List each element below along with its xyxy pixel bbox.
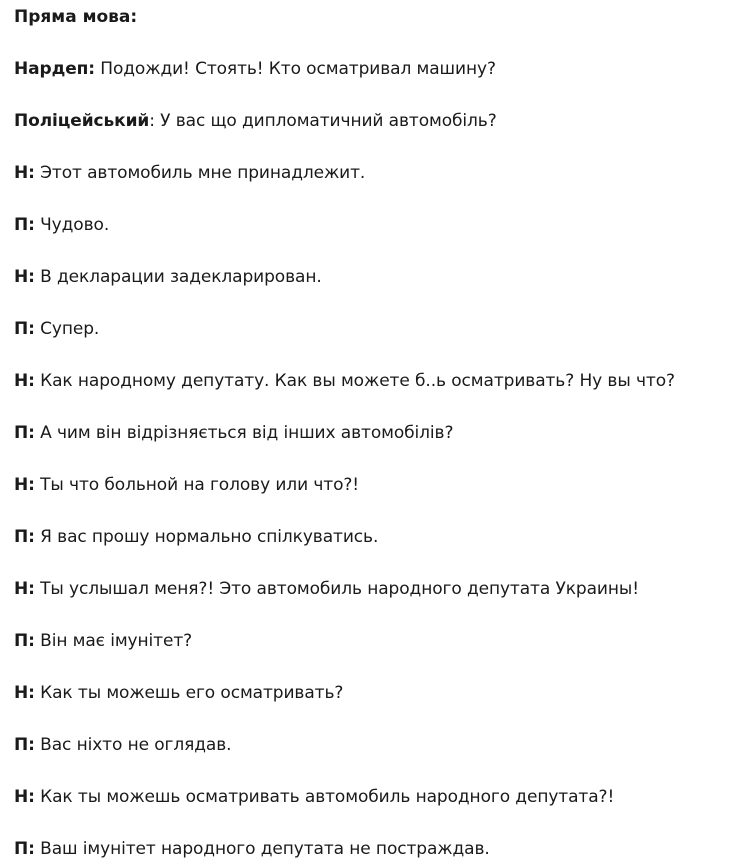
speech-text: Подожди! Стоять! Кто осматривал машину? xyxy=(94,59,496,79)
dialogue-line xyxy=(14,110,497,132)
dialogue-line xyxy=(14,578,639,600)
speech-text: Этот автомобиль мне принадлежит. xyxy=(34,163,366,183)
dialogue-line xyxy=(14,734,231,756)
dialogue-line xyxy=(14,786,614,808)
dialogue-line xyxy=(14,162,365,184)
speech-text: Как ты можешь его осматривать? xyxy=(34,683,344,703)
speaker-label: Нардеп: xyxy=(14,59,95,79)
speech-text: Супер. xyxy=(34,319,100,339)
dialogue-line xyxy=(14,422,453,444)
speech-text: : У вас що дипломатичний автомобіль? xyxy=(149,111,497,131)
speaker-label: Н: xyxy=(14,371,35,391)
dialogue-line xyxy=(14,266,322,288)
speech-text: В декларации задекларирован. xyxy=(34,267,322,287)
dialogue-line xyxy=(14,318,99,340)
speech-text: Ты что больной на голову или что?! xyxy=(34,475,360,495)
speaker-label: П: xyxy=(14,631,35,651)
speech-text: Я вас прошу нормально спілкуватись. xyxy=(34,527,379,547)
dialogue-line xyxy=(14,58,496,80)
speech-text: Как ты можешь осматривать автомобиль народного депутата?! xyxy=(34,787,615,807)
speaker-label: Н: xyxy=(14,267,35,287)
speaker-label: П: xyxy=(14,527,35,547)
speaker-label: П: xyxy=(14,215,35,235)
speech-text: А чим він відрізняється від інших автомобілів? xyxy=(34,423,454,443)
speaker-label: Поліцейський xyxy=(14,111,150,131)
speaker-label: Н: xyxy=(14,683,35,703)
speech-text: Ваш імунітет народного депутата не постраждав. xyxy=(34,839,490,859)
speaker-label: П: xyxy=(14,319,35,339)
dialogue-line xyxy=(14,682,343,704)
dialogue-line xyxy=(14,370,675,392)
dialogue-line xyxy=(14,214,109,236)
speech-text: Как народному депутату. Как вы можете б..ь осматривать? Ну вы что? xyxy=(34,371,675,391)
speech-text: Він має імунітет? xyxy=(34,631,193,651)
speaker-label: П: xyxy=(14,423,35,443)
dialogue-line xyxy=(14,474,359,496)
dialogue-line xyxy=(14,630,192,652)
speaker-label: Н: xyxy=(14,475,35,495)
speaker-label: Н: xyxy=(14,787,35,807)
speaker-label: П: xyxy=(14,735,35,755)
speech-text: Ты услышал меня?! Это автомобиль народного депутата Украины! xyxy=(34,579,639,599)
dialogue-line xyxy=(14,526,378,548)
speaker-label: Н: xyxy=(14,579,35,599)
document-heading: Пряма мова: xyxy=(14,7,138,27)
speaker-label: П: xyxy=(14,839,35,859)
speaker-label: Н: xyxy=(14,163,35,183)
speech-text: Чудово. xyxy=(34,215,110,235)
dialogue-line xyxy=(14,838,490,860)
speech-text: Вас ніхто не оглядав. xyxy=(34,735,232,755)
